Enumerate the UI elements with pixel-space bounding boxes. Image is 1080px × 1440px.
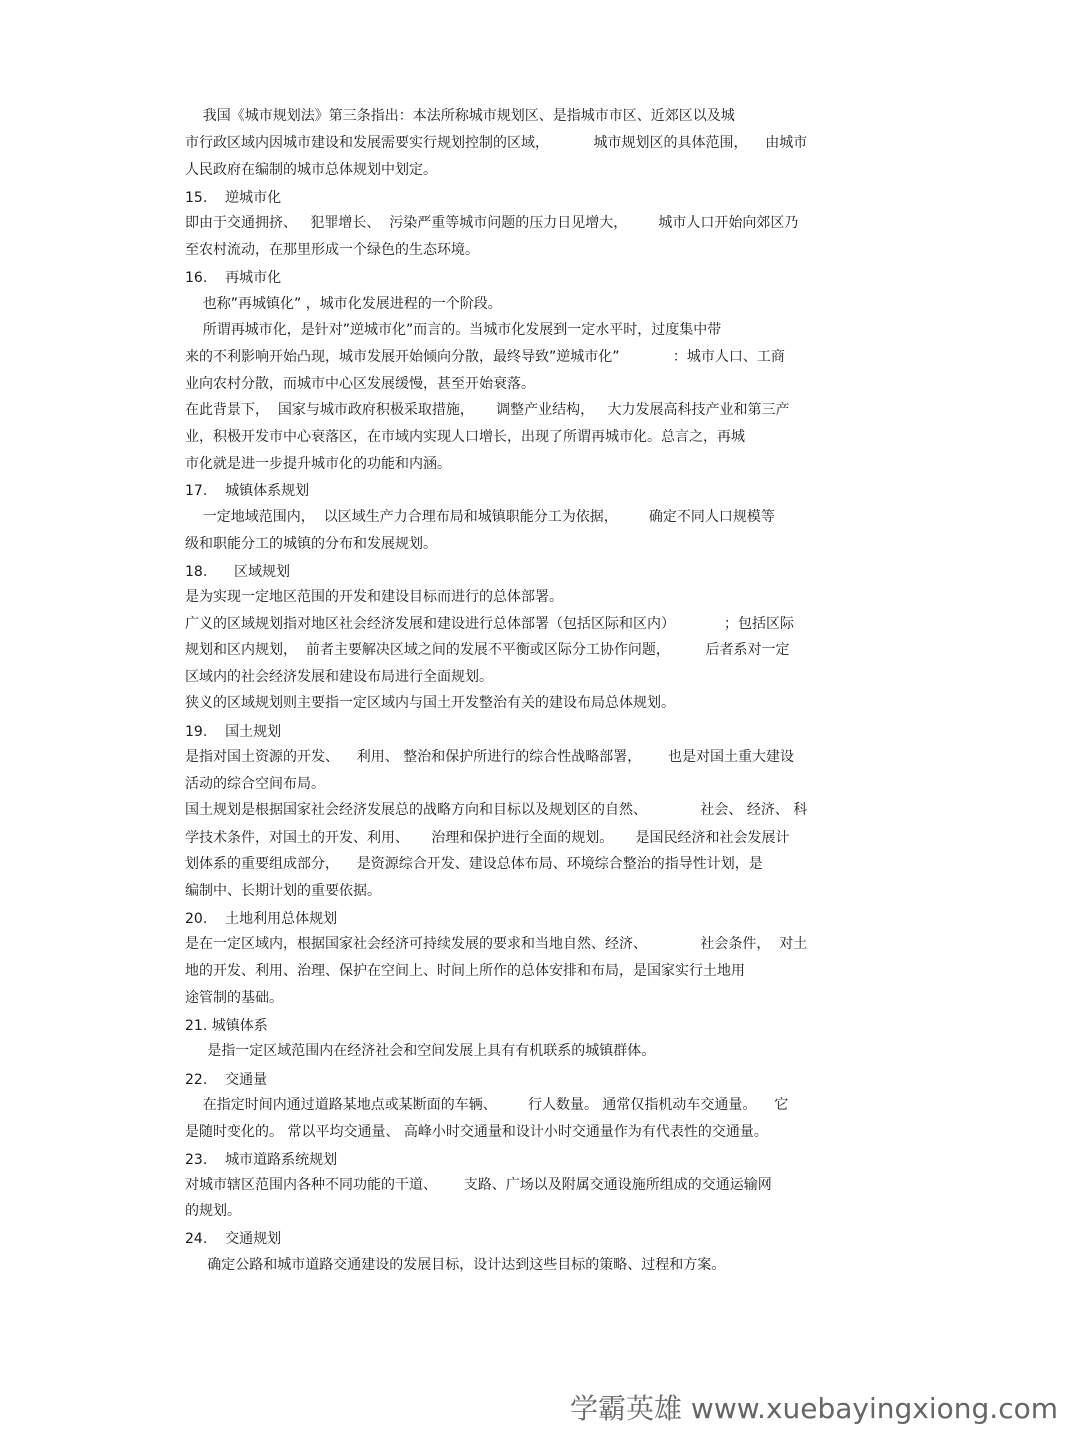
text-line: 在此背景下， 国家与城市政府积极采取措施， 调整产业结构， 大力发展高科技产业和第三产 <box>185 402 790 418</box>
text-line: 一定地域范围内， 以区域生产力合理布局和城镇职能分工为依据， 确定不同人口规模等 <box>185 509 775 525</box>
text-line: 对城市辖区范围内各种不同功能的干道、 支路、广场以及附属交通设施所组成的交通运输网 <box>185 1177 772 1193</box>
section-heading: 21. 城镇体系 <box>185 1018 268 1034</box>
text-line: 确定公路和城市道路交通建设的发展目标，设计达到这些目标的策略、过程和方案。 <box>185 1257 726 1273</box>
section-heading: 18. 区域规划 <box>185 564 290 580</box>
text-line: 国土规划是根据国家社会经济发展总的战略方向和目标以及规划区的自然、 社会、 经济、 科 <box>185 802 808 818</box>
text-line: 学技术条件，对国土的开发、利用、 治理和保护进行全面的规划。 是国民经济和社会发展计 <box>185 830 790 846</box>
text-line: 人民政府在编制的城市总体规划中划定。 <box>185 162 437 178</box>
text-line: 区域内的社会经济发展和建设布局进行全面规划。 <box>185 669 493 685</box>
text-line: 是随时变化的。 常以平均交通量、 高峰小时交通量和设计小时交通量作为有代表性的交通量。 <box>185 1124 768 1140</box>
text-line: 的规划。 <box>185 1203 241 1219</box>
text-line: 狭义的区域规划则主要指一定区域内与国土开发整治有关的建设布局总体规划。 <box>185 695 675 711</box>
text-line: 途管制的基础。 <box>185 990 283 1006</box>
text-line: 我国《城市规划法》第三条指出：本法所称城市规划区、是指城市市区、近郊区以及城 <box>185 108 735 124</box>
section-heading: 22. 交通量 <box>185 1072 268 1088</box>
text-line: 所谓再城市化，是针对”逆城市化”而言的。当城市化发展到一定水平时，过度集中带 <box>185 322 722 338</box>
text-line: 广义的区域规划指对地区社会经济发展和建设进行总体部署（包括区际和区内） ；包括区际 <box>185 616 794 632</box>
section-heading: 23. 城市道路系统规划 <box>185 1152 338 1168</box>
watermark: 学霸英雄 www.xuebayingxiong.com <box>570 1392 1058 1425</box>
text-line: 市化就是进一步提升城市化的功能和内涵。 <box>185 456 451 472</box>
text-line: 活动的综合空间布局。 <box>185 776 325 792</box>
text-line: 即由于交通拥挤、 犯罪增长、 污染严重等城市问题的压力日见增大， 城市人口开始向郊区乃 <box>185 215 799 231</box>
text-line: 至农村流动，在那里形成一个绿色的生态环境。 <box>185 242 479 258</box>
text-line: 划体系的重要组成部分， 是资源综合开发、建设总体布局、环境综合整治的指导性计划，是 <box>185 856 763 872</box>
text-line: 是为实现一定地区范围的开发和建设目标而进行的总体部署。 <box>185 589 563 605</box>
text-line: 是指一定区域范围内在经济社会和空间发展上具有有机联系的城镇群体。 <box>185 1043 656 1059</box>
text-line: 来的不利影响开始凸现，城市发展开始倾向分散，最终导致”逆城市化” ：城市人口、工商 <box>185 349 785 365</box>
text-line: 业，积极开发市中心衰落区，在市域内实现人口增长，出现了所谓再城市化。总言之，再城 <box>185 429 745 445</box>
section-heading: 15. 逆城市化 <box>185 190 282 206</box>
text-line: 在指定时间内通过道路某地点或某断面的车辆、 行人数量。 通常仅指机动车交通量。 它 <box>185 1097 789 1113</box>
section-heading: 20. 土地利用总体规划 <box>185 911 338 927</box>
section-heading: 19. 国土规划 <box>185 724 282 740</box>
section-heading: 16. 再城市化 <box>185 270 282 286</box>
text-line: 市行政区域内因城市建设和发展需要实行规划控制的区域， 城市规划区的具体范围， 由城市 <box>185 135 808 151</box>
text-line: 地的开发、利用、治理、保护在空间上、时间上所作的总体安排和布局，是国家实行土地用 <box>185 963 745 979</box>
text-line: 是指对国土资源的开发、 利用、 整治和保护所进行的综合性战略部署， 也是对国土重大建设 <box>185 749 794 765</box>
text-line: 级和职能分工的城镇的分布和发展规划。 <box>185 536 437 552</box>
section-heading: 17. 城镇体系规划 <box>185 483 310 499</box>
text-line: 是在一定区域内，根据国家社会经济可持续发展的要求和当地自然、经济、 社会条件， 对土 <box>185 936 808 952</box>
section-heading: 24. 交通规划 <box>185 1231 282 1247</box>
text-line: 规划和区内规划， 前者主要解决区域之间的发展不平衡或区际分工协作问题， 后者系对一定 <box>185 642 790 658</box>
text-line: 业向农村分散，而城市中心区发展缓慢，甚至开始衰落。 <box>185 376 535 392</box>
text-line: 也称”再城镇化” ，城市化发展进程的一个阶段。 <box>185 296 502 312</box>
text-line: 编制中、长期计划的重要依据。 <box>185 883 381 899</box>
